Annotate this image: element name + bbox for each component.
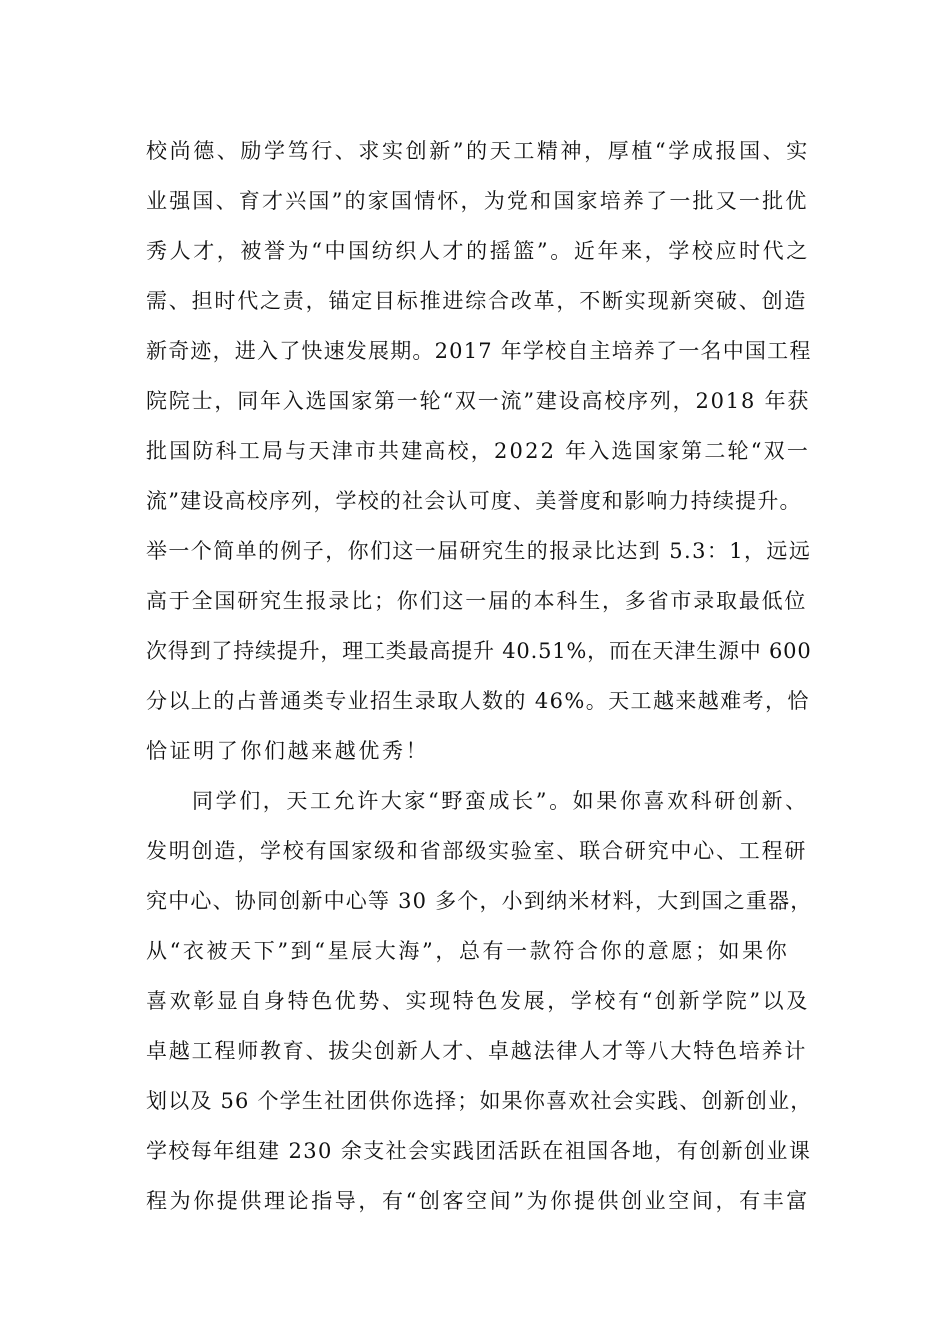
text-line-9: 举一个简单的例子，你们这一届研究生的报录比达到 5.3：1，远远 xyxy=(146,539,812,563)
text-line-8: 流”建设高校序列，学校的社会认可度、美誉度和影响力持续提升。 xyxy=(146,489,802,513)
text-line-20: 划以及 56 个学生社团供你选择；如果你喜欢社会实践、创新创业， xyxy=(146,1089,813,1113)
text-line-5: 新奇迹，进入了快速发展期。2017 年学校自主培养了一名中国工程 xyxy=(146,339,812,363)
text-line-21: 学校每年组建 230 余支社会实践团活跃在祖国各地，有创新创业课 xyxy=(146,1139,812,1163)
text-line-18: 喜欢彰显自身特色优势、实现特色发展，学校有“创新学院”以及 xyxy=(146,989,810,1013)
text-line-13: 恰证明了你们越来越优秀！ xyxy=(146,739,430,763)
text-line-4: 需、担时代之责，锚定目标推进综合改革，不断实现新突破、创造 xyxy=(146,289,808,313)
text-line-22: 程为你提供理论指导，有“创客空间”为你提供创业空间，有丰富 xyxy=(146,1189,810,1213)
text-line-16: 究中心、协同创新中心等 30 多个，小到纳米材料，大到国之重器， xyxy=(146,889,813,913)
text-line-6: 院院士，同年入选国家第一轮“双一流”建设高校序列，2018 年获 xyxy=(146,389,811,413)
text-line-3: 秀人才，被誉为“中国纺织人才的摇篮”。近年来，学校应时代之 xyxy=(146,239,810,263)
text-line-15: 发明创造，学校有国家级和省部级实验室、联合研究中心、工程研 xyxy=(146,839,808,863)
text-line-12: 分以上的占普通类专业招生录取人数的 46%。天工越来越难考，恰 xyxy=(146,689,810,713)
text-line-11: 次得到了持续提升，理工类最高提升 40.51%，而在天津生源中 600 xyxy=(146,639,812,663)
text-line-2: 业强国、育才兴国”的家国情怀，为党和国家培养了一批又一批优 xyxy=(146,189,809,213)
text-line-7: 批国防科工局与天津市共建高校，2022 年入选国家第二轮“双一 xyxy=(146,439,811,463)
text-line-19: 卓越工程师教育、拔尖创新人才、卓越法律人才等八大特色培养计 xyxy=(146,1039,808,1063)
text-line-1: 校尚德、励学笃行、求实创新”的天工精神，厚植“学成报国、实 xyxy=(146,139,810,163)
text-line-10: 高于全国研究生报录比；你们这一届的本科生，多省市录取最低位 xyxy=(146,589,808,613)
paragraph-2-first-line: 同学们，天工允许大家“野蛮成长”。如果你喜欢科研创新、 xyxy=(192,789,809,813)
text-line-17: 从“衣被天下”到“星辰大海”，总有一款符合你的意愿；如果你 xyxy=(146,939,790,963)
